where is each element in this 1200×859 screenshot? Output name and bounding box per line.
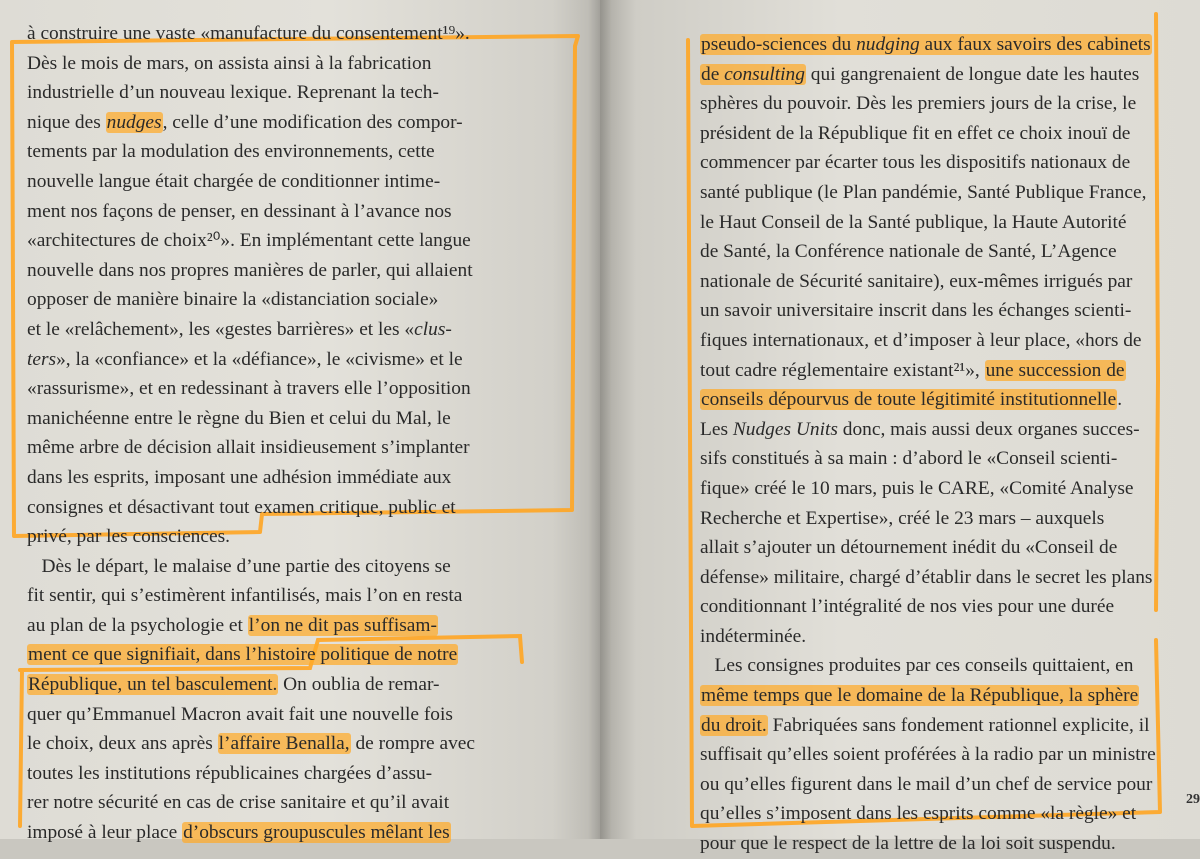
right-page-text [700, 30, 1156, 859]
text-line: opposer de manière binaire la «distanciation sociale» [27, 289, 439, 311]
text-line: fique» créé le 10 mars, puis le CARE, «Comité Analyse [700, 477, 1134, 499]
text-line: fit sentir, qui s’estimèrent infantilisés, mais l’on en resta [27, 585, 463, 607]
left-page [0, 0, 600, 844]
text-line: Dès le mois de mars, on assista ainsi à la fabrication [27, 52, 432, 74]
left-page-text [27, 19, 575, 848]
text-line: tout cadre réglementaire existant²¹», une succession de [700, 359, 1125, 381]
text-line: Recherche et Expertise», créé le 23 mars – auxquels [700, 507, 1105, 529]
text-line: dans les esprits, imposant une adhésion immédiate aux [27, 466, 452, 488]
text-line: imposé à leur place d’obscurs groupuscules mêlant les [27, 822, 450, 844]
text-line: le Haut Conseil de la Santé publique, la Haute Autorité [700, 211, 1127, 233]
text-line: Dès le départ, le malaise d’une partie des citoyens se [27, 555, 451, 577]
text-line: fiques internationaux, et d’imposer à leur place, «hors de [700, 329, 1142, 351]
text-line: ou qu’elles figurent dans le mail d’un chef de service pour [700, 773, 1153, 795]
text-line: président de la République fit en effet ce choix inouï de [700, 122, 1131, 144]
text-line: suffisait qu’elles soient proférées à la radio par un ministre [700, 744, 1156, 766]
text-line: nouvelle dans nos propres manières de parler, qui allaient [27, 259, 473, 281]
right-page [600, 0, 1200, 855]
text-line: République, un tel basculement. On oublia de remar- [28, 674, 440, 696]
text-line: du droit. Fabriquées sans fondement rationnel explicite, il [701, 714, 1150, 736]
text-line: rer notre sécurité en cas de crise sanitaire et qu’il avait [27, 792, 450, 814]
text-line: sifs constitués à sa main : d’abord le «Conseil scienti- [700, 448, 1118, 470]
text-line: commencer par écarter tous les dispositifs nationaux de [700, 152, 1131, 174]
page-number: 29 [1186, 792, 1200, 807]
text-line: pseudo-sciences du nudging aux faux savoirs des cabinets [701, 34, 1151, 55]
text-line: santé publique (le Plan pandémie, Santé Publique France, [700, 181, 1147, 203]
text-line: le choix, deux ans après l’affaire Benalla, de rompre avec [27, 733, 475, 755]
text-line: ment nos façons de penser, en dessinant à l’avance nos [27, 200, 452, 222]
text-line: tements par la modulation des environnements, cette [27, 141, 435, 163]
text-line: conseils dépourvus de toute légitimité institutionnelle. [701, 389, 1123, 411]
text-line: nouvelle langue était chargée de conditionner intime- [27, 170, 441, 192]
text-line: industrielle d’un nouveau lexique. Reprenant la tech- [27, 82, 439, 104]
text-line: ters», la «confiance» et la «défiance», le «civisme» et le [27, 348, 463, 370]
text-line: de Santé, la Conférence nationale de Santé, L’Agence [700, 241, 1117, 263]
text-line: un savoir universitaire inscrit dans les échanges scienti- [700, 300, 1132, 322]
text-line: même arbre de décision allait insidieusement s’implanter [27, 437, 470, 459]
text-line: «architectures de choix²⁰». En implémentant cette langue [27, 230, 471, 252]
text-line: même temps que le domaine de la République, la sphère [701, 685, 1139, 707]
text-line: ment ce que signifiait, dans l’histoire politique de notre [28, 644, 458, 666]
text-line: sphères du pouvoir. Dès les premiers jours de la crise, le [700, 93, 1137, 115]
text-line: nationale de Sécurité sanitaire), eux-mêmes irrigués par [700, 270, 1133, 292]
text-line: privé, par les consciences. [27, 526, 230, 548]
text-line: quer qu’Emmanuel Macron avait fait une nouvelle fois [27, 703, 453, 725]
text-line: toutes les institutions républicaines chargées d’assu- [27, 762, 433, 784]
text-line: pour que le respect de la lettre de la loi soit suspendu. [700, 833, 1116, 855]
text-line: défense» militaire, chargé d’établir dans le secret les plans [700, 566, 1153, 588]
text-line: manichéenne entre le règne du Bien et celui du Mal, le [27, 407, 451, 429]
text-line: à construire une vaste «manufacture du consentement¹⁹». [27, 23, 470, 44]
text-line: au plan de la psychologie et l’on ne dit pas suffisam- [27, 614, 437, 636]
text-line: de consulting qui gangrenaient de longue date les hautes [701, 63, 1140, 85]
text-line: qu’elles s’imposent dans les esprits comme «la règle» et [700, 803, 1137, 825]
text-line: allait s’ajouter un détournement inédit du «Conseil de [700, 537, 1118, 559]
text-line: indéterminée. [700, 625, 807, 647]
text-line: Les consignes produites par ces conseils quittaient, en [700, 655, 1134, 677]
text-line: nique des nudges, celle d’une modification des compor- [27, 111, 463, 133]
book-gutter [588, 0, 612, 839]
text-line: consignes et désactivant tout examen critique, public et [27, 496, 456, 518]
text-line: «rassurisme», et en redessinant à travers elle l’opposition [27, 378, 471, 400]
text-line: et le «relâchement», les «gestes barrières» et les «clus- [27, 318, 452, 340]
text-line: Les Nudges Units donc, mais aussi deux organes succes- [700, 418, 1140, 440]
text-line: conditionnant l’intégralité de nos vies pour une durée [700, 596, 1115, 618]
